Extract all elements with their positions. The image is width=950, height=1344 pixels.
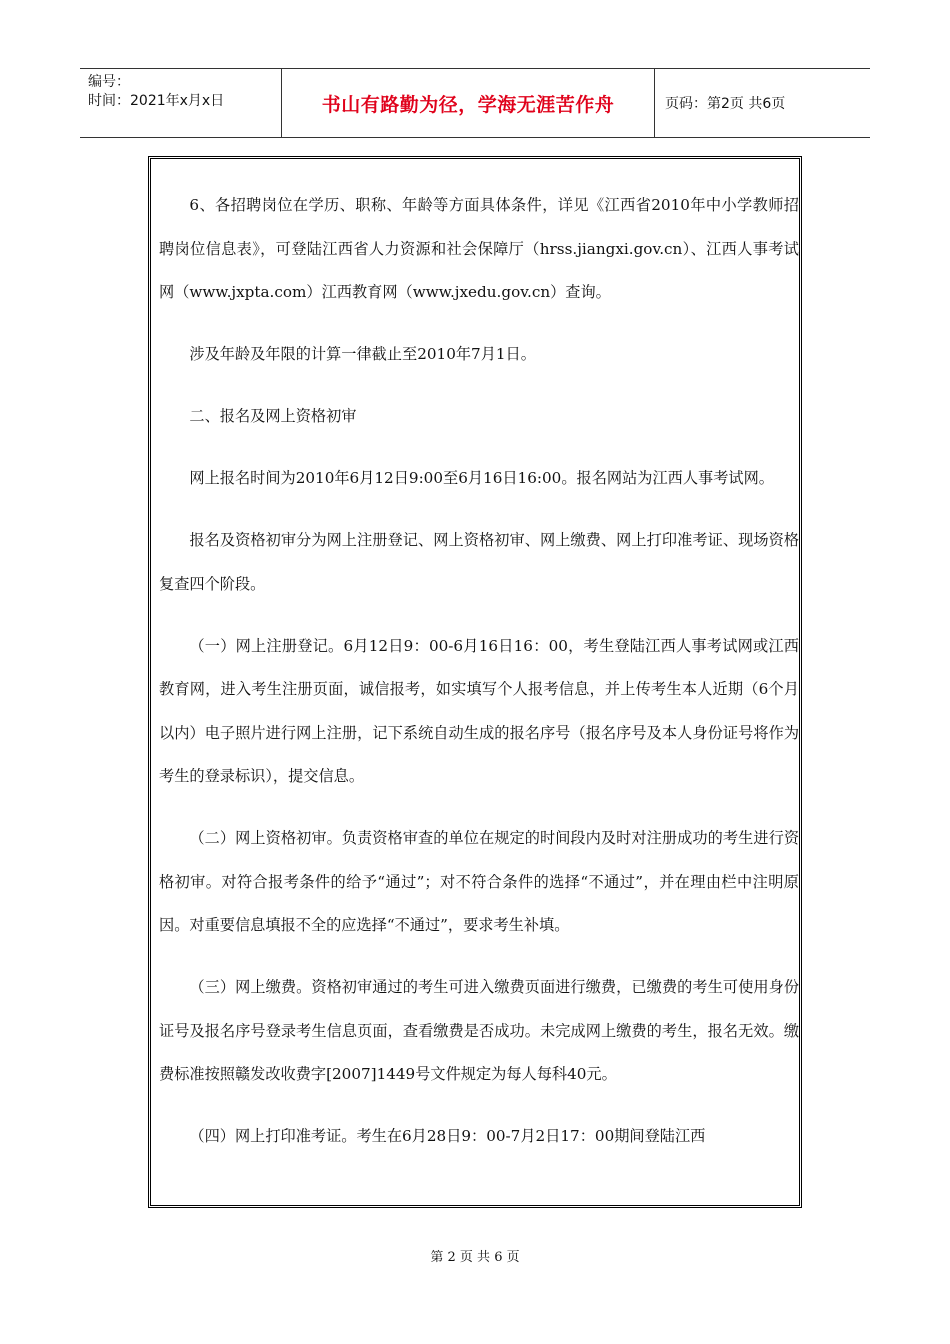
paragraph: （三）网上缴费。资格初审通过的考生可进入缴费页面进行缴费，已缴费的考生可使用身份证号及报名序号登录考生信息页面，查看缴费是否成功。未完成网上缴费的考生，报名无效。缴费标准按照赣发改收费字[2007]1449号文件规定为每人每科40元。 [159,978,799,1083]
paragraph: （二）网上资格初审。负责资格审查的单位在规定的时间段内及时对注册成功的考生进行资格初审。对符合报考条件的给予“通过”；对不符合条件的选择“不通过”，并在理由栏中注明原因。对重要信息填报不全的应选择“不通过”，要求考生补填。 [159,829,799,934]
header-motto-cell [282,69,655,137]
content-frame [148,156,802,1208]
paragraph: （四）网上打印准考证。考生在6月28日9：00-7月2日17：00期间登陆江西 [189,1127,706,1145]
paragraph: （一）网上注册登记。6月12日9：00-6月16日16：00，考生登陆江西人事考试网或江西教育网，进入考生注册页面，诚信报考，如实填写个人报考信息，并上传考生本人近期（6个月以内）电子照片进行网上注册，记下系统自动生成的报名序号（报名序号及本人身份证号将作为考生的登录标识），提交信息。 [159,636,799,785]
serial-label: 编号： [88,74,130,90]
paragraph: 涉及年龄及年限的计算一律截止至2010年7月1日。 [189,345,536,363]
section-heading: 二、报名及网上资格初审 [189,407,357,425]
document-body [159,184,799,1177]
paragraph: 报名及资格初审分为网上注册登记、网上资格初审、网上缴费、网上打印准考证、现场资格复查四个阶段。 [159,531,799,593]
page-header [80,68,870,138]
motto: 书山有路勤为径，学海无涯苦作舟 [321,93,615,116]
header-meta [80,69,282,137]
paragraph: 网上报名时间为2010年6月12日9:00至6月16日16:00。报名网站为江西人事考试网。 [189,469,774,487]
date-label: 时间：2021年x月x日 [88,93,225,109]
header-page-cell [655,69,870,137]
page-footer: 第 2 页 共 6 页 [430,1250,520,1265]
paragraph: 6、各招聘岗位在学历、职称、年龄等方面具体条件，详见《江西省2010年中小学教师招聘岗位信息表》，可登陆江西省人力资源和社会保障厅（hrss.jiangxi.gov.cn）、江西人事考试网（www.jxpta.com）江西教育网（www.jxedu.gov.cn）查询。 [159,196,799,301]
page-info: 页码：第2页 共6页 [665,96,786,112]
